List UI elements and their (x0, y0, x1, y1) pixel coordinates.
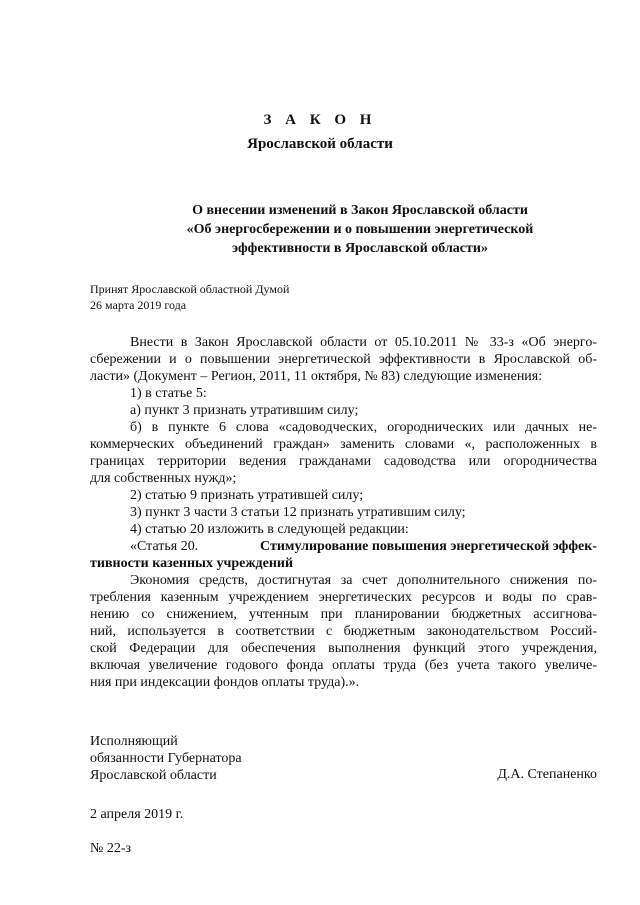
subject-line: О внесении изменений в Закон Ярославской области (192, 203, 528, 218)
signature-line: Исполняющий (90, 734, 178, 749)
body-line: 2) статью 9 признать утратившей силу; (130, 488, 364, 503)
signature-line: Ярославской области (90, 768, 217, 783)
body-line: б) в пункте 6 слова «садоводческих, огороднических или дачных не- (130, 420, 597, 435)
body-line: нению со снижением, учтенным при планировании бюджетных ассигнова- (90, 607, 597, 622)
body-line: требления казенным учреждением энергетических ресурсов и воды по срав- (90, 590, 597, 605)
body-line: ской Федерации для обеспечения выполнения функций этого учреждения, (90, 641, 597, 656)
article-title-cont: тивности казенных учреждений (90, 556, 294, 571)
signature-line: обязанности Губернатора (90, 751, 242, 766)
region-title: Ярославской области (247, 136, 393, 152)
body-line: ний, используется в соответствии с бюджетным законодательством Россий- (90, 624, 597, 639)
body-line: Экономия средств, достигнутая за счет дополнительного снижения по- (130, 573, 597, 588)
body-line: границах территории ведения гражданами садоводства или огородничества (90, 454, 597, 469)
body-line: 1) в статье 5: (130, 386, 207, 401)
body-line: 4) статью 20 изложить в следующей редакции: (130, 522, 409, 537)
article-heading (90, 538, 597, 555)
law-subject (150, 201, 570, 258)
document-type-title: З А К О Н (263, 112, 377, 128)
body-line: ния при индексации фондов оплаты труда).». (90, 675, 360, 690)
body-line: Внести в Закон Ярославской области от 05.10.2011 № 33-з «Об энерго- (130, 335, 597, 350)
body-line: а) пункт 3 признать утратившим силу; (130, 403, 359, 418)
adoption-line: Принят Ярославской областной Думой (90, 282, 290, 296)
body-line: 3) пункт 3 части 3 статьи 12 признать утратившим силу; (130, 505, 466, 520)
body-line: включая увеличение годового фонда оплаты труда (без учета такого увеличе- (90, 658, 597, 673)
document-number: № 22-з (90, 841, 132, 856)
signer-name: Д.А. Степаненко (497, 767, 597, 782)
body-line: коммерческих объединений граждан» заменить словами «, расположенных в (90, 437, 597, 452)
document-date: 2 апреля 2019 г. (90, 807, 184, 822)
body-line: сбережении и о повышении энергетической эффективности в Ярославской об- (90, 352, 597, 367)
signature-block (90, 733, 242, 784)
subject-line: «Об энергосбережении и о повышении энергетической (186, 222, 534, 237)
body-line: ласти» (Документ – Регион, 2011, 11 октября, № 83) следующие изменения: (90, 369, 543, 384)
article-number: «Статья 20. (130, 539, 199, 554)
subject-line: эффективности в Ярославской области» (232, 241, 488, 256)
adoption-note (90, 281, 289, 313)
article-title: Стимулирование повышения энергетической эффек- (260, 539, 597, 554)
body-line: для собственных нужд»; (90, 471, 237, 486)
adoption-line: 26 марта 2019 года (90, 298, 187, 312)
